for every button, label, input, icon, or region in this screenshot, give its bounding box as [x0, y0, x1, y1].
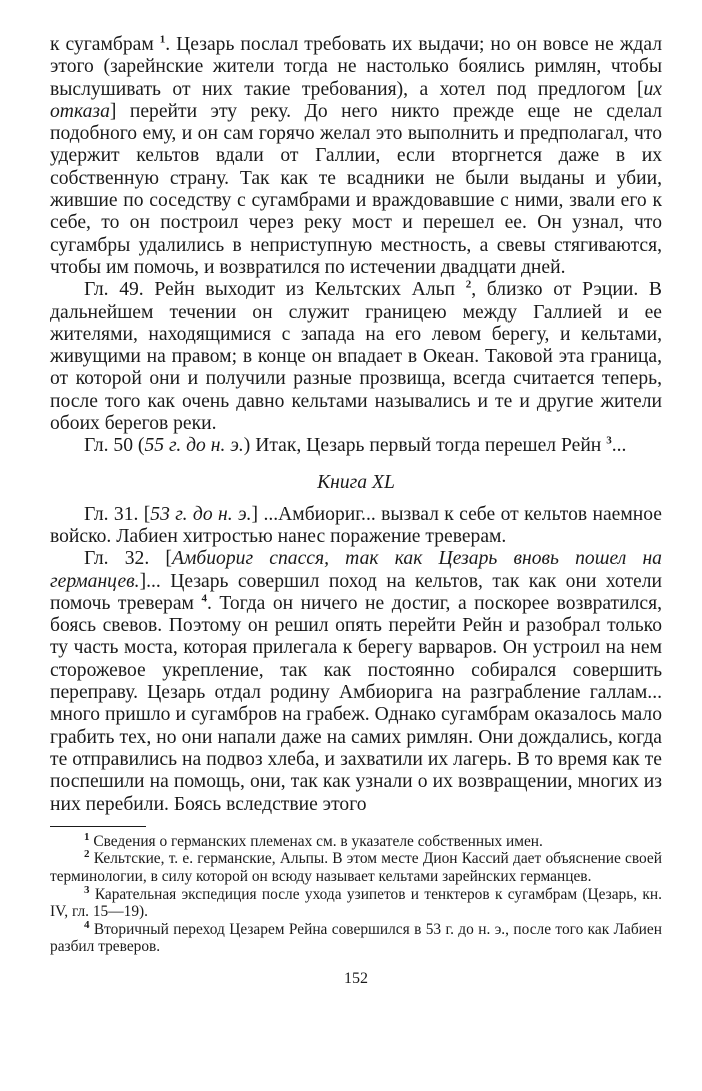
italic-run: 55 г. до н. э.	[144, 435, 244, 457]
footnote-ref: 4	[201, 592, 207, 605]
text-run: ) Итак, Цезарь первый тогда перешел Рейн	[243, 435, 607, 457]
page-number: 152	[344, 969, 368, 987]
text-run: Гл. 50 (	[84, 435, 145, 457]
text-run: ]... Цезарь совершил поход на кельтов, так как они хотели помочь треверам	[50, 570, 662, 614]
footnote-4	[50, 918, 662, 956]
main-text	[50, 34, 662, 816]
footnote-2	[50, 850, 662, 885]
text-run: к сугамбрам	[50, 34, 160, 55]
paragraph-5	[50, 548, 662, 816]
footnote-number: 2	[84, 848, 90, 861]
italic-run: Амбиориг спасся, так как Цезарь вновь пошел на германцев.	[50, 548, 662, 592]
paragraph-2	[50, 279, 662, 435]
text-run: ...	[611, 435, 627, 457]
text-run: Гл. 31. [	[84, 503, 151, 525]
footnote-number: 3	[84, 883, 90, 896]
text-run: Гл. 32. [	[84, 548, 172, 570]
text-run: . Цезарь послал требовать их выдачи; но он вовсе не ждал этого (зарейнские жители тогда не настолько боялись римлян, чтобы выслушивать от них такие требования), а хотел под предлогом [	[50, 34, 662, 100]
text-run: Гл. 49. Рейн выходит из Кельтских Альп	[84, 279, 466, 301]
paragraph-4	[50, 504, 662, 549]
footnote-ref: 3	[606, 434, 612, 447]
footnote-text: Сведения о германских племенах см. в указателе собственных имен.	[89, 832, 543, 850]
text-run: . Тогда он ничего не достиг, а поскорее возвратился, боясь свевов. Поэтому он решил опять перейти Рейн и разобрал только ту часть моста, которая прилегала к берегу варваров. Он устроил на нем сторожевое укрепление, так как постоянно собирался совершить переправу. Цезарь отдал родину Амбиорига на разграбление галлам... много пришло и сугамбров на грабеж. Однако сугамбрам оказалось мало грабить тех, но они напали даже на самих римлян. Они дождались, когда те отправились на подвоз хлеба, и захватили их лагерь. В то время как те поспешили на помощь, они, так как узнали о их возвращении, многих из них перебили. Боясь вследствие этого	[50, 592, 662, 815]
footnote-ref: 1	[159, 33, 166, 46]
footnote-number: 4	[84, 918, 90, 931]
text-run: , близко от Рэции. В дальнейшем течении он служит границею между Галлией и ее жителями, находящимися с запада на его левом берегу, и кельтами, живущими на правом; в конце он впадает в Океан. Таковой эта граница, от которой они и получили разные прозвища, всегда считается теперь, после того как очень давно кельтами назывались и те и другие жители обоих берегов реки.	[50, 279, 662, 435]
book-page	[50, 34, 662, 988]
footnote-number: 1	[84, 830, 90, 843]
footnote-text: Кельтские, т. е. германские, Альпы. В этом месте Дион Кассий дает объяснение своей терминологии, в силу которой он всюду называет кельтами зарейнских германцев.	[50, 850, 662, 885]
footnote-divider	[50, 826, 146, 827]
footnote-text: Карательная экспедиция после ухода узипетов и тенктеров к сугамбрам (Цезарь, кн. IV, гл. 15—19).	[50, 885, 662, 921]
text-run: ] перейти эту реку. До него никто прежде еще не сделал подобного ему, и он сам горячо желал это выполнить и предполагал, что удержит кельтов вдали от Галлии, если вторгнется даже в их собственную страну. Так как те всадники не были выданы и убии, жившие по соседству с сугамбрами и враждовавшие с ними, звали его к себе, то он построил через реку мост и перешел ее. Он узнал, что сугамбры удалились в неприступную местность, а свевы стягиваются, чтобы им помочь, и возвратился по истечении двадцати дней.	[50, 100, 662, 278]
footnote-text: Вторичный переход Цезарем Рейна совершился в 53 г. до н. э., после того как Лабиен разбил треверов.	[50, 920, 662, 956]
footnote-1	[50, 830, 662, 851]
footnote-ref: 2	[465, 278, 472, 291]
italic-run: 53 г. до н. э.	[150, 503, 252, 525]
paragraph-1	[50, 34, 662, 279]
book-heading: Книга XL	[317, 471, 395, 493]
paragraph-3	[50, 435, 662, 457]
italic-run: их отказа	[50, 78, 662, 122]
text-run: ] ...Амбиориг... вызвал к себе от кельтов наемное войско. Лабиен хитростью нанес поражение треверам.	[50, 503, 662, 547]
footnotes	[50, 830, 662, 956]
footnote-3	[50, 883, 662, 921]
